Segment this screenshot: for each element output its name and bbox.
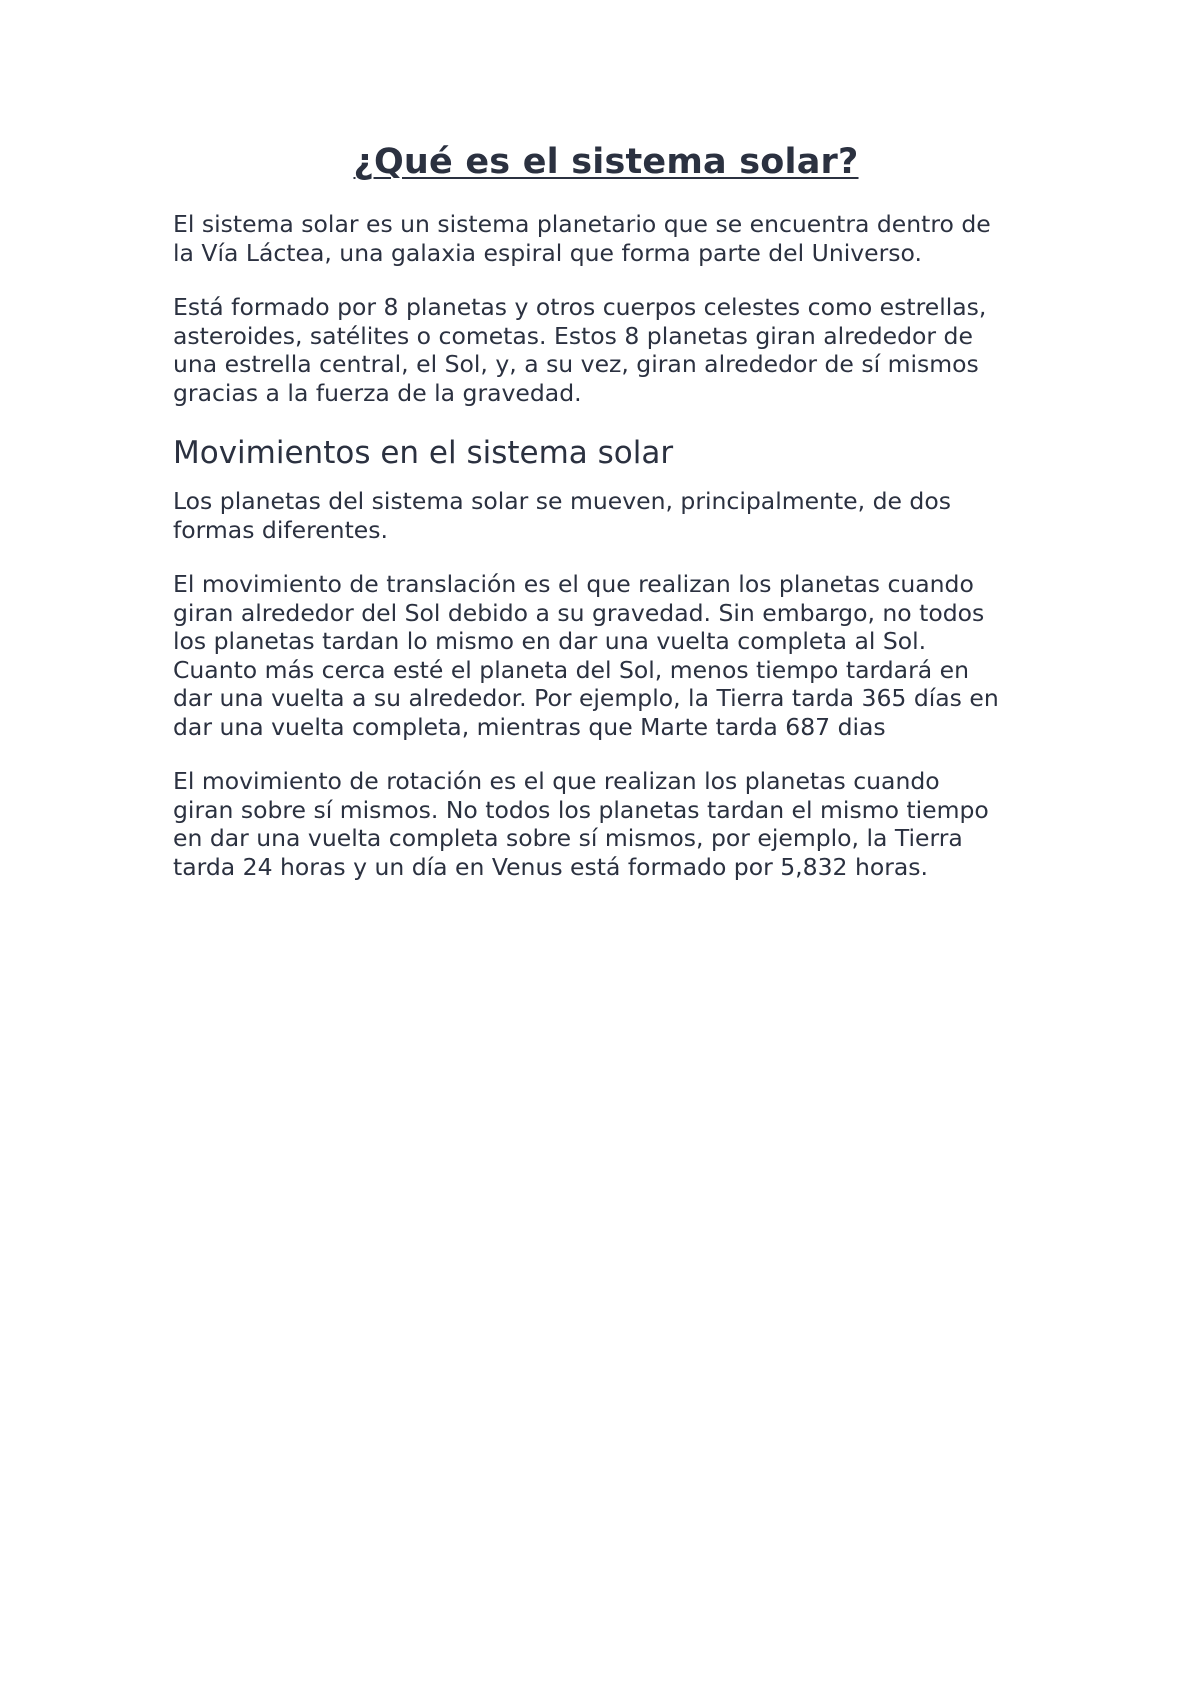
intro-paragraph-2: Está formado por 8 planetas y otros cuerpos celestes como estrellas, asteroides, satélites o cometas. Estos 8 planetas giran alrededor de una estrella central, el Sol, y, a su vez, giran alrededor de sí mismos gracias a la fuerza de la gravedad. [173,293,987,407]
section-paragraph-1: Los planetas del sistema solar se mueven, principalmente, de dos formas diferentes. [173,487,951,544]
section-paragraph-2: El movimiento de translación es el que realizan los planetas cuando giran alrededor del Sol debido a su gravedad. Sin embargo, no todos los planetas tardan lo mismo en dar una vuelta completa al Sol. Cuanto más cerca esté el planeta del Sol, menos tiempo tardará en dar una vuelta a su alrededor. Por ejemplo, la Tierra tarda 365 días en dar una vuelta completa, mientras que Marte tarda 687 dias [173,570,999,741]
document-body [173,138,1039,907]
section-heading: Movimientos en el sistema solar [173,435,674,471]
page-title: ¿Qué es el sistema solar? [353,142,859,182]
intro-paragraph-1: El sistema solar es un sistema planetario que se encuentra dentro de la Vía Láctea, una galaxia espiral que forma parte del Universo. [173,210,991,267]
section-paragraph-3: El movimiento de rotación es el que realizan los planetas cuando giran sobre sí mismos. No todos los planetas tardan el mismo tiempo en dar una vuelta completa sobre sí mismos, por ejemplo, la Tierra tarda 24 horas y un día en Venus está formado por 5,832 horas. [173,767,989,881]
